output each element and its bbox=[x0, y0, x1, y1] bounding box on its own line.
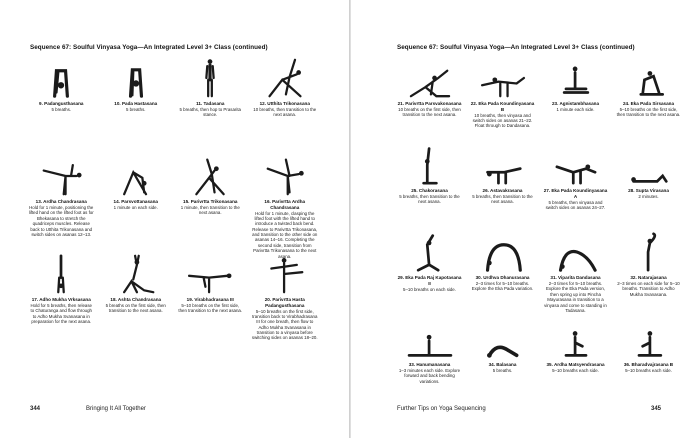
triangle-pose-figure-icon bbox=[262, 58, 308, 98]
pose-card bbox=[393, 232, 466, 319]
seated-fire-log-figure-icon bbox=[553, 58, 599, 98]
pose-card bbox=[393, 319, 466, 406]
wheel-pose-figure-icon bbox=[480, 232, 526, 272]
pose-card bbox=[393, 58, 466, 145]
pose-card bbox=[248, 156, 323, 259]
pose-card bbox=[24, 156, 99, 254]
running-title: Bringing It All Together bbox=[86, 406, 146, 412]
pose-instructions: 5–10 breaths each side. bbox=[552, 368, 599, 373]
pose-title: 13. Ardha Chandrasana bbox=[35, 199, 87, 204]
pose-card bbox=[393, 145, 466, 232]
crescent-lunge-figure-icon bbox=[113, 254, 159, 294]
handstand-figure-icon bbox=[38, 254, 84, 294]
pose-instructions: 2–3 times for 5–10 breaths. Explore the Eka Pada version, then spring up into Pincha Mayurasana in transition to a vinyasa and come to standing in Tadasana. bbox=[544, 281, 607, 313]
pose-title: 12. Utthita Trikonasana bbox=[259, 101, 310, 106]
running-title: Further Tips on Yoga Sequencing bbox=[397, 406, 486, 412]
pose-instructions: Hold for 5 breaths, then release to Chaturanga and flow through to Adho Mukha Svanasana in preparation for the next asana. bbox=[30, 303, 92, 325]
pose-title: 20. Parivrtta Hasta Padangusthasana bbox=[264, 297, 305, 308]
half-moon-figure-icon bbox=[38, 156, 84, 196]
pose-instructions: 1 minute each side. bbox=[556, 107, 595, 112]
revolved-hand-to-toe-figure-icon bbox=[262, 254, 308, 294]
pose-card bbox=[173, 156, 248, 254]
leg-behind-head-figure-icon bbox=[626, 58, 672, 98]
pose-instructions: 1–3 minutes each side. Explore forward and back bending variations. bbox=[398, 368, 461, 384]
pose-card bbox=[248, 254, 323, 352]
pose-card bbox=[466, 58, 539, 145]
pose-title: 29. Eka Pada Raj Kapotasana II bbox=[397, 275, 462, 286]
pyramid-pose-figure-icon bbox=[113, 156, 159, 196]
pigeon-backbend-figure-icon bbox=[407, 232, 453, 272]
pose-instructions: 1 minute on each side. bbox=[113, 205, 158, 210]
page-number: 344 bbox=[30, 406, 41, 412]
pose-instructions: Hold for 1 minute, positioning the lifted hand on the lifted foot as for Bhekasana to stretch the quadriceps muscles. Release back to Utthita Trikonasana and switch sides on asanas 12–13. bbox=[28, 205, 94, 237]
dancer-pose-figure-icon bbox=[626, 232, 672, 272]
pose-title: 35. Ardha Matsyendrasana bbox=[546, 362, 605, 367]
pose-instructions: 5 breaths, then hop to Prasarita stance. bbox=[179, 107, 241, 118]
pose-card bbox=[466, 145, 539, 232]
pose-title: 14. Parsvottanasana bbox=[113, 199, 158, 204]
standing-figure-icon bbox=[187, 58, 233, 98]
pose-title: 22. Eka Pada Koundinyasana B bbox=[470, 101, 535, 112]
eight-angle-figure-icon bbox=[480, 145, 526, 185]
pose-card bbox=[248, 58, 323, 156]
warrior-three-figure-icon bbox=[187, 254, 233, 294]
pose-title: 25. Chakorasana bbox=[411, 188, 448, 193]
right-page bbox=[351, 0, 700, 438]
pose-card bbox=[539, 58, 612, 145]
pose-instructions: 5–10 breaths on the first side, then transition to the next asana. bbox=[616, 107, 681, 118]
pose-instructions: 10 breaths, then transition to the next asana. bbox=[253, 107, 317, 118]
arm-balance-figure-icon bbox=[480, 58, 526, 98]
pose-card bbox=[466, 232, 539, 319]
right-pose-grid bbox=[393, 58, 685, 406]
arm-balance-twist-figure-icon bbox=[553, 145, 599, 185]
pose-card bbox=[612, 232, 685, 319]
pose-card bbox=[24, 254, 99, 352]
childs-pose-figure-icon bbox=[480, 319, 526, 359]
pose-title: 34. Balasana bbox=[488, 362, 517, 367]
left-sequence-header: Sequence 67: Soulful Vinyasa Yoga—An Integrated Level 3+ Class (continued) bbox=[30, 44, 268, 51]
pose-card bbox=[539, 145, 612, 232]
pose-instructions: 1 minute, then transition to the next asana. bbox=[180, 205, 240, 216]
inverted-staff-figure-icon bbox=[553, 232, 599, 272]
revolved-half-moon-figure-icon bbox=[262, 156, 308, 196]
pose-instructions: 5 breaths. bbox=[51, 107, 72, 112]
pose-title: 18. Ashta Chandrasana bbox=[110, 297, 162, 302]
pose-instructions: 2–3 times on each side for 5–10 breaths. Transition to Adho Mukha Svanasana. bbox=[617, 281, 680, 297]
pose-instructions: 5–10 breaths on the first side, then transition to the next asana. bbox=[178, 303, 243, 314]
pose-title: 19. Virabhadrasana III bbox=[186, 297, 234, 302]
pose-instructions: Hold for 1 minute, clasping the lifted foot with the lifted hand to introduce a twisted back bend. Release to Parivrtta Trikonasana, and transition to the other side on asanas 14–16. Completing the second side, transition from Parivrtta Trikonasana to the next asana. bbox=[252, 210, 318, 259]
pose-title: 36. Bharadvajrasana B bbox=[623, 362, 674, 367]
pose-title: 33. Hanumanasana bbox=[408, 362, 451, 367]
left-pose-grid bbox=[24, 58, 322, 352]
pose-card bbox=[539, 232, 612, 319]
pose-title: 31. Viparita Dandasana bbox=[550, 275, 601, 280]
pose-instructions: 5 breaths. bbox=[492, 368, 513, 373]
pose-instructions: 5 breaths, then transition to the next asana. bbox=[399, 194, 460, 205]
pose-instructions: 5 breaths, then transition to the next asana. bbox=[472, 194, 533, 205]
pose-instructions: 10 breaths, then vinyasa and switch sides on asanas 21–22. Float through to Dandasana. bbox=[472, 112, 533, 129]
pose-card bbox=[99, 254, 174, 352]
pose-card bbox=[173, 254, 248, 352]
pose-instructions: 5–10 breaths on each side. bbox=[403, 286, 456, 292]
pose-title: 24. Eka Pada Sirsasana bbox=[622, 101, 675, 106]
pose-instructions: 5–10 breaths each side. bbox=[625, 368, 672, 373]
pose-title: 26. Astavakrasana bbox=[482, 188, 523, 193]
pose-card bbox=[173, 58, 248, 156]
pose-instructions: 2 minutes. bbox=[638, 194, 659, 199]
forward-fold-figure-icon bbox=[113, 58, 159, 98]
left-page bbox=[0, 0, 349, 438]
pose-title: 30. Urdhva Dhanurasana bbox=[475, 275, 530, 280]
pose-card bbox=[99, 156, 174, 254]
pose-instructions: 5–10 breaths on the first side, transition back to Virabhadrasana III for one breath, then flow to Adho Mukha Svanasana in transition to a vinyasa before switching sides on asanas 18–20. bbox=[251, 308, 318, 341]
seated-twist-figure-icon bbox=[626, 319, 672, 359]
reclining-hero-figure-icon bbox=[626, 145, 672, 185]
pose-card bbox=[612, 145, 685, 232]
side-angle-figure-icon bbox=[407, 58, 453, 98]
pose-card bbox=[612, 319, 685, 406]
pose-title: 16. Parivrtta Ardha Chandrasana bbox=[264, 199, 306, 210]
pose-title: 28. Supta Virasana bbox=[628, 188, 669, 193]
pose-instructions: 10 breaths on the first side, then transition to the next asana. bbox=[398, 107, 461, 118]
page-number: 345 bbox=[651, 406, 662, 412]
pose-instructions: 5 breaths, then vinyasa and switch sides on asanas 24–27. bbox=[545, 199, 606, 210]
pose-card bbox=[466, 319, 539, 406]
pose-title: 11. Tadasana bbox=[196, 101, 225, 106]
forward-fold-figure-icon bbox=[38, 58, 84, 98]
pose-card bbox=[24, 58, 99, 156]
revolved-triangle-figure-icon bbox=[187, 156, 233, 196]
seated-leg-lift-figure-icon bbox=[407, 145, 453, 185]
splits-figure-icon bbox=[407, 319, 453, 359]
pose-title: 9. Padangusthasana bbox=[39, 101, 84, 106]
pose-instructions: 5 breaths on the first side, then transition to the next asana. bbox=[105, 303, 166, 314]
pose-title: 27. Eka Pada Koundinyasana A bbox=[543, 188, 608, 199]
pose-title: 15. Parivrtta Trikonasana bbox=[183, 199, 238, 204]
pose-title: 32. Natarajasana bbox=[630, 275, 667, 280]
pose-card bbox=[539, 319, 612, 406]
pose-card bbox=[99, 58, 174, 156]
pose-title: 17. Adho Mukha Vrksasana bbox=[31, 297, 91, 302]
pose-title: 23. Agnistambhasana bbox=[551, 101, 600, 106]
pose-title: 10. Pada Hastasana bbox=[114, 101, 158, 106]
pose-card bbox=[612, 58, 685, 145]
pose-title: 21. Parivrtta Parsvakonasana bbox=[397, 101, 462, 106]
right-sequence-header: Sequence 67: Soulful Vinyasa Yoga—An Integrated Level 3+ Class (continued) bbox=[397, 44, 635, 51]
pose-instructions: 2–3 times for 5–10 breaths. Explore the Eka Pada variation. bbox=[471, 281, 534, 292]
pose-instructions: 5 breaths. bbox=[125, 107, 146, 112]
seated-twist-figure-icon bbox=[553, 319, 599, 359]
